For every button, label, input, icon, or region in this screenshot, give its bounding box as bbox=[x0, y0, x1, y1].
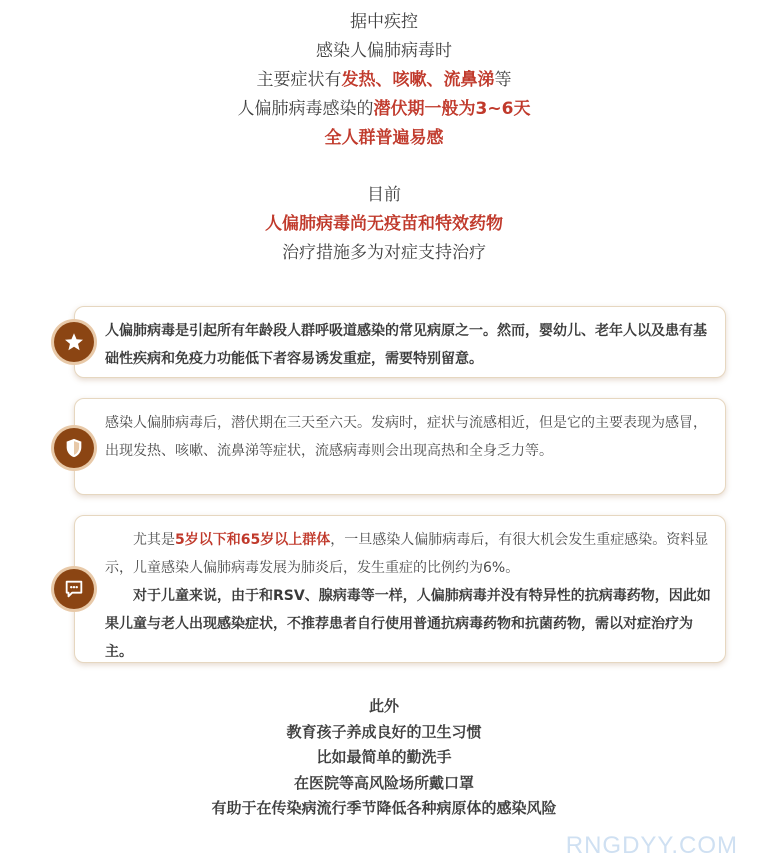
info-card-3 bbox=[74, 515, 726, 663]
closing-line-2: 教育孩子养成良好的卫生习惯 bbox=[286, 722, 482, 741]
info-card-2 bbox=[74, 398, 726, 495]
intro-line-4 bbox=[0, 95, 768, 124]
card-3-paragraph-1 bbox=[105, 526, 713, 582]
card-3-p1-text: 尤其是 bbox=[133, 532, 175, 548]
watermark-text: RNGDYY.COM bbox=[565, 832, 738, 859]
intro-line-5: 全人群普遍易感 bbox=[324, 128, 444, 148]
closing-line-1: 此外 bbox=[368, 697, 399, 715]
card-3-paragraph-2: 对于儿童来说，由于和RSV、腺病毒等一样，人偏肺病毒并没有特异性的抗病毒药物，因此如果儿童与老人出现感染症状，不推荐患者自行使用普通抗病毒药物和抗菌药物，需以对症治疗为主。 bbox=[105, 588, 711, 660]
card-2-text: 感染人偏肺病毒后，潜伏期在三天至六天。发病时，症状与流感相近，但是它的主要表现为感冒，出现发热、咳嗽、流鼻涕等症状，流感病毒则会出现高热和全身乏力等。 bbox=[105, 415, 707, 459]
star-icon bbox=[54, 322, 94, 362]
closing-line-3: 比如最简单的勤洗手 bbox=[316, 748, 452, 766]
intro-line-2: 感染人偏肺病毒时 bbox=[316, 41, 452, 61]
intro-block bbox=[0, 8, 768, 153]
closing-line-4: 在医院等高风险场所戴口罩 bbox=[293, 773, 474, 792]
info-card-1 bbox=[74, 306, 726, 378]
card-3-p1-rest: ，一旦感染人偏肺病毒后，有很大机会发生重症感染。资料显示，儿童感染人偏肺病毒发展为肺炎后，发生重症的比例约为6%。 bbox=[105, 532, 709, 576]
intro-line-3 bbox=[0, 66, 768, 95]
closing-block bbox=[0, 694, 768, 822]
incubation-highlight: 潜伏期一般为3~6天 bbox=[373, 99, 531, 119]
closing-line-5: 有助于在传染病流行季节降低各种病原体的感染风险 bbox=[211, 799, 557, 817]
intro-line-3-text: 主要症状有 bbox=[256, 70, 342, 90]
symptoms-highlight: 发热、咳嗽、流鼻涕 bbox=[341, 70, 495, 90]
current-line-3: 治疗措施多为对症支持治疗 bbox=[282, 243, 486, 263]
intro-line-4-text: 人偏肺病毒感染的 bbox=[237, 99, 374, 119]
shield-icon bbox=[54, 428, 94, 468]
intro-line-1: 据中疾控 bbox=[350, 12, 418, 32]
current-block bbox=[0, 181, 768, 268]
no-vaccine-highlight: 人偏肺病毒尚无疫苗和特效药物 bbox=[265, 214, 503, 234]
age-group-highlight: 5岁以下和65岁以上群体 bbox=[175, 532, 331, 548]
card-1-text: 人偏肺病毒是引起所有年龄段人群呼吸道感染的常见病原之一。然而，婴幼儿、老年人以及患有基础性疾病和免疫力功能低下者容易诱发重症，需要特别留意。 bbox=[105, 323, 707, 367]
intro-line-3-suffix: 等 bbox=[494, 70, 512, 90]
current-line-1: 目前 bbox=[367, 185, 401, 205]
chat-icon bbox=[54, 569, 94, 609]
